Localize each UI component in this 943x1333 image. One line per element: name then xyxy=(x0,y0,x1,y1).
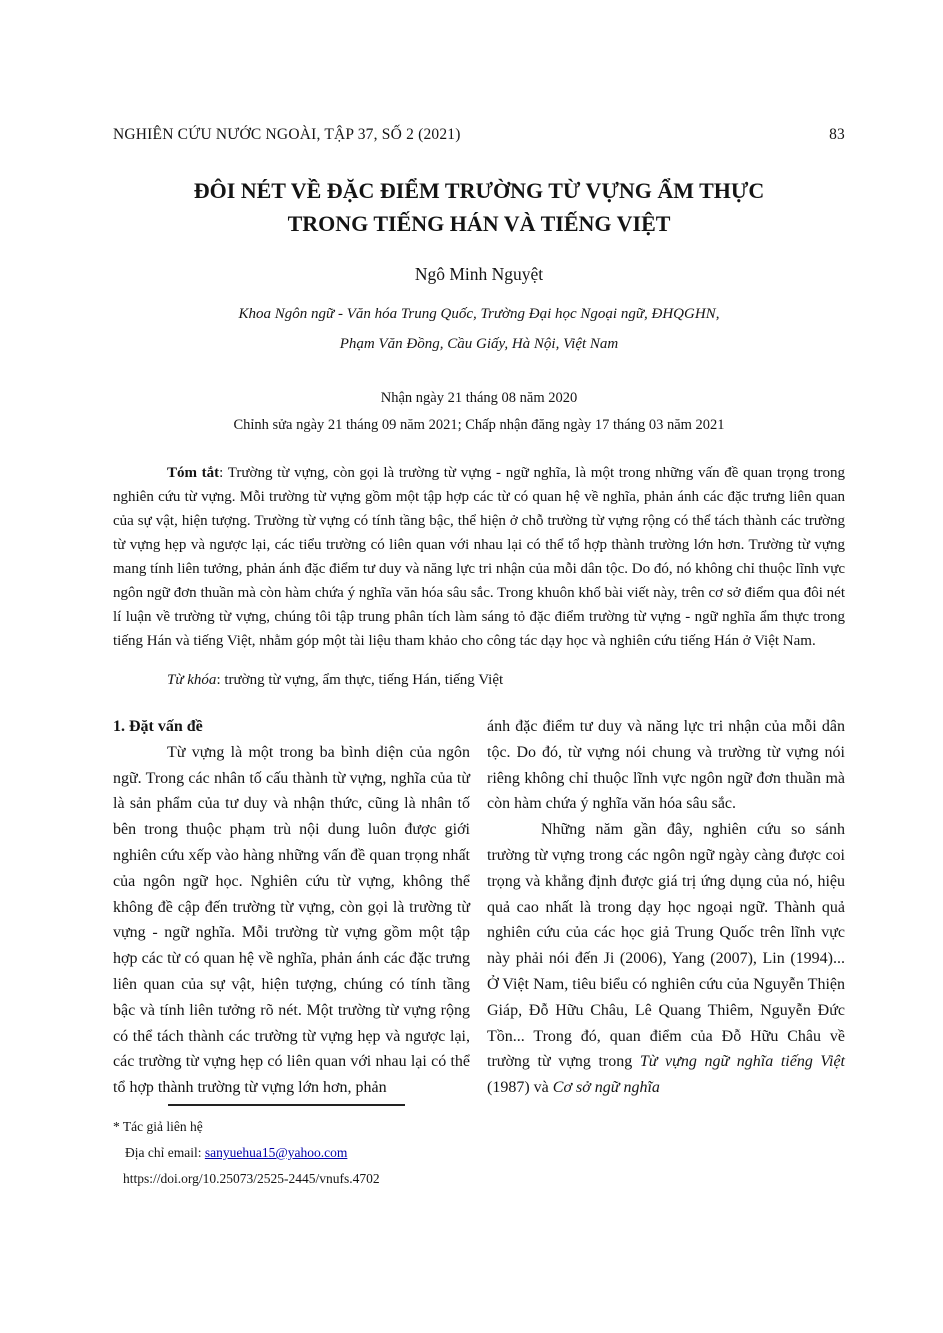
date-received: Nhận ngày 21 tháng 08 năm 2020 xyxy=(380,390,578,406)
affiliation-line1: Khoa Ngôn ngữ - Văn hóa Trung Quốc, Trường Đại học Ngoại ngữ, ĐHQGHN, xyxy=(238,306,720,322)
email-line xyxy=(113,1140,533,1166)
book-title-italic-1: Từ vựng ngữ nghĩa tiếng Việt xyxy=(639,1053,845,1071)
right-column-paragraph-1: ánh đặc điểm tư duy và năng lực tri nhận của mỗi dân tộc. Do đó, từ vựng nói chung và trường từ vựng nói riêng không chỉ thuộc lĩnh vực ngôn ngữ đơn thuần mà còn hàm chứa ý nghĩa văn hóa sâu sắc. xyxy=(487,718,845,813)
keywords-text: trường từ vựng, ẩm thực, tiếng Hán, tiếng Việt xyxy=(224,672,504,688)
abstract-label: Tóm tắt xyxy=(167,465,220,481)
footnote-marker: * xyxy=(113,1119,123,1134)
keywords xyxy=(113,668,845,692)
email-link[interactable]: sanyuehua15@yahoo.com xyxy=(204,1145,348,1160)
footnote-separator xyxy=(168,1104,405,1106)
author-name: Ngô Minh Nguyệt xyxy=(414,264,544,284)
date-revised-accepted: Chỉnh sửa ngày 21 tháng 09 năm 2021; Chấp nhận đăng ngày 17 tháng 03 năm 2021 xyxy=(233,417,725,433)
two-column-body xyxy=(113,714,845,1101)
article-title xyxy=(113,174,845,240)
affiliation xyxy=(113,299,845,359)
running-head xyxy=(113,126,845,144)
journal-name: NGHIÊN CỨU NƯỚC NGOÀI, TẬP 37, SỐ 2 (2021) xyxy=(113,126,461,143)
body-column-right xyxy=(487,714,845,1101)
abstract-text: Trường từ vựng, còn gọi là trường từ vựng - ngữ nghĩa, là một trong những vấn đề quan trọng trong nghiên cứu từ vựng. Mỗi trường từ vựng gồm một tập hợp các từ có quan hệ về nghĩa, phản ánh các đặc trưng liên quan của sự vật, hiện tượng. Trường từ vựng có tính tầng bậc, thể hiện ở chỗ trường từ vựng rộng có thể tách thành các trường từ vựng hẹp và ngược lại, các tiểu trường có liên quan với nhau lại có thể tổ hợp thành trường lớn hơn. Trường từ vựng mang tính liên tưởng, phản ánh đặc điểm tư duy và năng lực tri nhận của mỗi dân tộc. Do đó, nó không chỉ thuộc lĩnh vực ngôn ngữ đơn thuần mà còn hàm chứa ý nghĩa văn hóa sâu sắc. Trong khuôn khổ bài viết này, trên cơ sở điểm qua đôi nét lí luận về trường từ vựng, chúng tôi tập trung phân tích làm sáng tỏ đặc điểm trường từ vựng - ngữ nghĩa ẩm thực trong tiếng Hán và tiếng Việt, nhằm góp một tài liệu tham khảo cho công tác dạy học và nghiên cứu tiếng Hán ở Việt Nam. xyxy=(113,465,845,649)
keywords-colon: : xyxy=(216,672,225,688)
article-dates xyxy=(113,385,845,439)
doi-text: https://doi.org/10.25073/2525-2445/vnufs.4702 xyxy=(123,1171,380,1186)
left-column-paragraph: Từ vựng là một trong ba bình diện của ngôn ngữ. Trong các nhân tố cấu thành từ vựng, nghĩa của từ là sản phẩm của tư duy và nhận thức, cũng là nhân tố bên trong thuộc phạm trù nội dung luôn được giới nghiên cứu xếp vào hàng những vấn đề quan trọng nhất của ngôn ngữ học. Nghiên cứu từ vựng, không thể không đề cập đến trường từ vựng, còn gọi là trường từ vựng - ngữ nghĩa. Mỗi trường từ vựng gồm một tập hợp các từ có quan hệ về nghĩa, phản ánh các đặc trưng liên quan của sự vật, hiện tượng, chúng có tính tầng bậc và tính liên tưởng rõ nét. Một trường từ vựng rộng có thể tách thành các trường từ vựng hẹp và ngược lại, các trường từ vựng hẹp có liên quan với nhau lại có thể tổ hợp thành trường từ vựng lớn hơn, phản xyxy=(113,743,470,1097)
email-label: Địa chỉ email: xyxy=(125,1145,205,1160)
article-title-line2: TRONG TIẾNG HÁN VÀ TIẾNG VIỆT xyxy=(287,211,671,236)
footnote xyxy=(113,1104,533,1192)
abstract xyxy=(113,461,845,653)
body-column-left xyxy=(113,714,470,1101)
corresponding-author-note xyxy=(113,1114,533,1140)
article-title-line1: ĐÔI NÉT VỀ ĐẶC ĐIỂM TRƯỜNG TỪ VỰNG ẨM THỰC xyxy=(193,178,765,203)
footnote-contact-text: Tác giả liên hệ xyxy=(122,1119,203,1134)
book-title-italic-2: Cơ sở ngữ nghĩa xyxy=(552,1079,660,1097)
keywords-label: Từ khóa xyxy=(167,672,217,688)
section-heading-1: 1. Đặt vấn đề xyxy=(113,718,203,735)
affiliation-line2: Phạm Văn Đồng, Cầu Giấy, Hà Nội, Việt Nam xyxy=(339,336,619,352)
abstract-colon: : xyxy=(219,465,228,481)
right-p2-text2: (1987) và xyxy=(487,1079,553,1097)
right-p2-text: Những năm gần đây, nghiên cứu so sánh trường từ vựng trong các ngôn ngữ ngày càng được coi trọng và khẳng định được giá trị ứng dụng của nó, hiệu quả cao nhất là trong dạy học ngoại ngữ. Thành quả nghiên cứu của các học giả Trung Quốc trên lĩnh vực này phải nói đến Ji (2006), Yang (2007), Lin (1994)... Ở Việt Nam, tiêu biểu có nghiên cứu của Nguyễn Thiện Giáp, Đỗ Hữu Châu, Lê Quang Thiêm, Nguyễn Đức Tồn... Trong đó, quan điểm của Đỗ Hữu Châu về trường từ vựng trong xyxy=(487,821,845,1071)
right-column-paragraph-2 xyxy=(487,817,845,1101)
page-number: 83 xyxy=(829,126,845,143)
